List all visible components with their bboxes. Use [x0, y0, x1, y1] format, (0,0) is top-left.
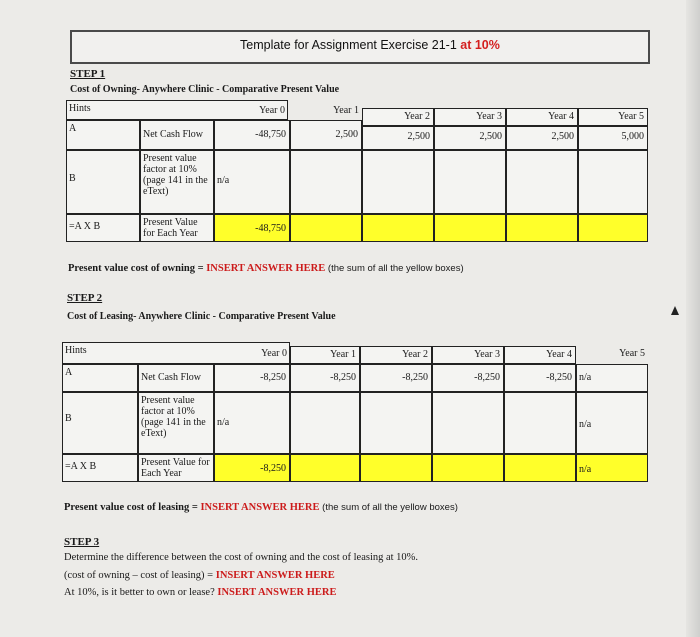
owning-summary-note: (the sum of all the yellow boxes) — [325, 263, 464, 274]
leasing-b-year4[interactable] — [504, 392, 576, 454]
owning-label-pv-each-year: Present Value for Each Year — [140, 214, 214, 242]
leasing-hint-a: A — [62, 364, 138, 392]
owning-a-year5: 5,000 — [578, 126, 648, 150]
owning-hint-a: A — [66, 120, 140, 150]
owning-b-year2[interactable] — [362, 150, 434, 214]
owning-summary-label: Present value cost of owning = — [68, 263, 207, 274]
step3-instruction: Determine the difference between the cost of owning and the cost of leasing at 10%. — [64, 552, 419, 563]
step2-subtitle: Cost of Leasing- Anywhere Clinic - Comparative Present Value — [67, 311, 336, 322]
leasing-a-year1: -8,250 — [290, 364, 360, 392]
leasing-b-year5: n/a — [576, 392, 648, 454]
leasing-a-year3: -8,250 — [432, 364, 504, 392]
decision-answer-placeholder[interactable]: INSERT ANSWER HERE — [217, 587, 337, 598]
owning-year4-header: Year 4 — [506, 108, 578, 126]
leasing-year1-header: Year 1 — [290, 346, 360, 364]
step3-heading: STEP 3 — [64, 536, 100, 548]
owning-year5-header: Year 5 — [578, 108, 648, 126]
leasing-c-year0: -8,250 — [214, 454, 290, 482]
page-title — [240, 38, 500, 52]
mouse-cursor-icon — [671, 306, 679, 315]
owning-a-year1: 2,500 — [290, 120, 362, 150]
owning-answer-placeholder[interactable]: INSERT ANSWER HERE — [206, 263, 326, 274]
leasing-c-year4[interactable] — [504, 454, 576, 482]
difference-answer-placeholder[interactable]: INSERT ANSWER HERE — [215, 570, 335, 581]
step1-subtitle: Cost of Owning- Anywhere Clinic - Comparative Present Value — [70, 84, 340, 95]
leasing-summary-label: Present value cost of leasing = — [64, 502, 201, 513]
owning-year2-header: Year 2 — [362, 108, 434, 126]
difference-label: (cost of owning – cost of leasing) = — [64, 570, 216, 581]
leasing-b-year3[interactable] — [432, 392, 504, 454]
hints-label: Hints — [65, 345, 87, 356]
owning-c-year0: -48,750 — [214, 214, 290, 242]
owning-c-year2[interactable] — [362, 214, 434, 242]
title-rate: at 10% — [460, 38, 500, 52]
owning-b-year3[interactable] — [434, 150, 506, 214]
leasing-a-year2: -8,250 — [360, 364, 432, 392]
owning-a-year3: 2,500 — [434, 126, 506, 150]
leasing-year3-header: Year 3 — [432, 346, 504, 364]
owning-a-year0: -48,750 — [214, 120, 290, 150]
owning-year0-header: Year 0 — [259, 105, 285, 116]
owning-label-pv-factor: Present value factor at 10% (page 141 in the eText) — [140, 150, 214, 214]
leasing-b-year0: n/a — [214, 392, 290, 454]
leasing-year2-header: Year 2 — [360, 346, 432, 364]
owning-b-year4[interactable] — [506, 150, 578, 214]
leasing-a-year0: -8,250 — [214, 364, 290, 392]
leasing-label-pv-factor: Present value factor at 10% (page 141 in the eText) — [138, 392, 214, 454]
owning-b-year0: n/a — [214, 150, 290, 214]
leasing-hint-c: =A X B — [62, 454, 138, 482]
step3-difference-line — [64, 570, 335, 581]
owning-c-year4[interactable] — [506, 214, 578, 242]
leasing-c-year3[interactable] — [432, 454, 504, 482]
owning-b-year5[interactable] — [578, 150, 648, 214]
owning-hint-b: B — [66, 150, 140, 214]
owning-year1-header: Year 1 — [333, 105, 359, 116]
leasing-summary — [64, 502, 458, 513]
owning-c-year3[interactable] — [434, 214, 506, 242]
leasing-year4-header: Year 4 — [504, 346, 576, 364]
leasing-c-year5: n/a — [576, 454, 648, 482]
page-shadow — [686, 0, 700, 637]
owning-year3-header: Year 3 — [434, 108, 506, 126]
owning-c-year5[interactable] — [578, 214, 648, 242]
leasing-a-year4: -8,250 — [504, 364, 576, 392]
leasing-c-year2[interactable] — [360, 454, 432, 482]
leasing-year0-header: Year 0 — [261, 348, 287, 359]
step2-heading: STEP 2 — [67, 292, 103, 304]
owning-hint-c: =A X B — [66, 214, 140, 242]
owning-c-year1[interactable] — [290, 214, 362, 242]
owning-a-year4: 2,500 — [506, 126, 578, 150]
owning-label-net-cash-flow: Net Cash Flow — [140, 120, 214, 150]
leasing-summary-note: (the sum of all the yellow boxes) — [319, 502, 458, 513]
leasing-label-pv-each-year: Present Value for Each Year — [138, 454, 214, 482]
step3-decision-line — [64, 587, 336, 598]
owning-summary — [68, 263, 464, 274]
leasing-b-year1[interactable] — [290, 392, 360, 454]
leasing-year5-header: Year 5 — [619, 348, 645, 359]
leasing-c-year1[interactable] — [290, 454, 360, 482]
decision-question: At 10%, is it better to own or lease? — [64, 587, 218, 598]
owning-b-year1[interactable] — [290, 150, 362, 214]
leasing-a-year5: n/a — [576, 364, 648, 392]
step1-heading: STEP 1 — [70, 68, 106, 80]
leasing-answer-placeholder[interactable]: INSERT ANSWER HERE — [200, 502, 320, 513]
title-main: Template for Assignment Exercise 21-1 — [240, 38, 461, 52]
leasing-label-net-cash-flow: Net Cash Flow — [138, 364, 214, 392]
hints-label: Hints — [69, 103, 91, 114]
owning-a-year2: 2,500 — [362, 126, 434, 150]
leasing-b-year2[interactable] — [360, 392, 432, 454]
leasing-hint-b: B — [62, 392, 138, 454]
